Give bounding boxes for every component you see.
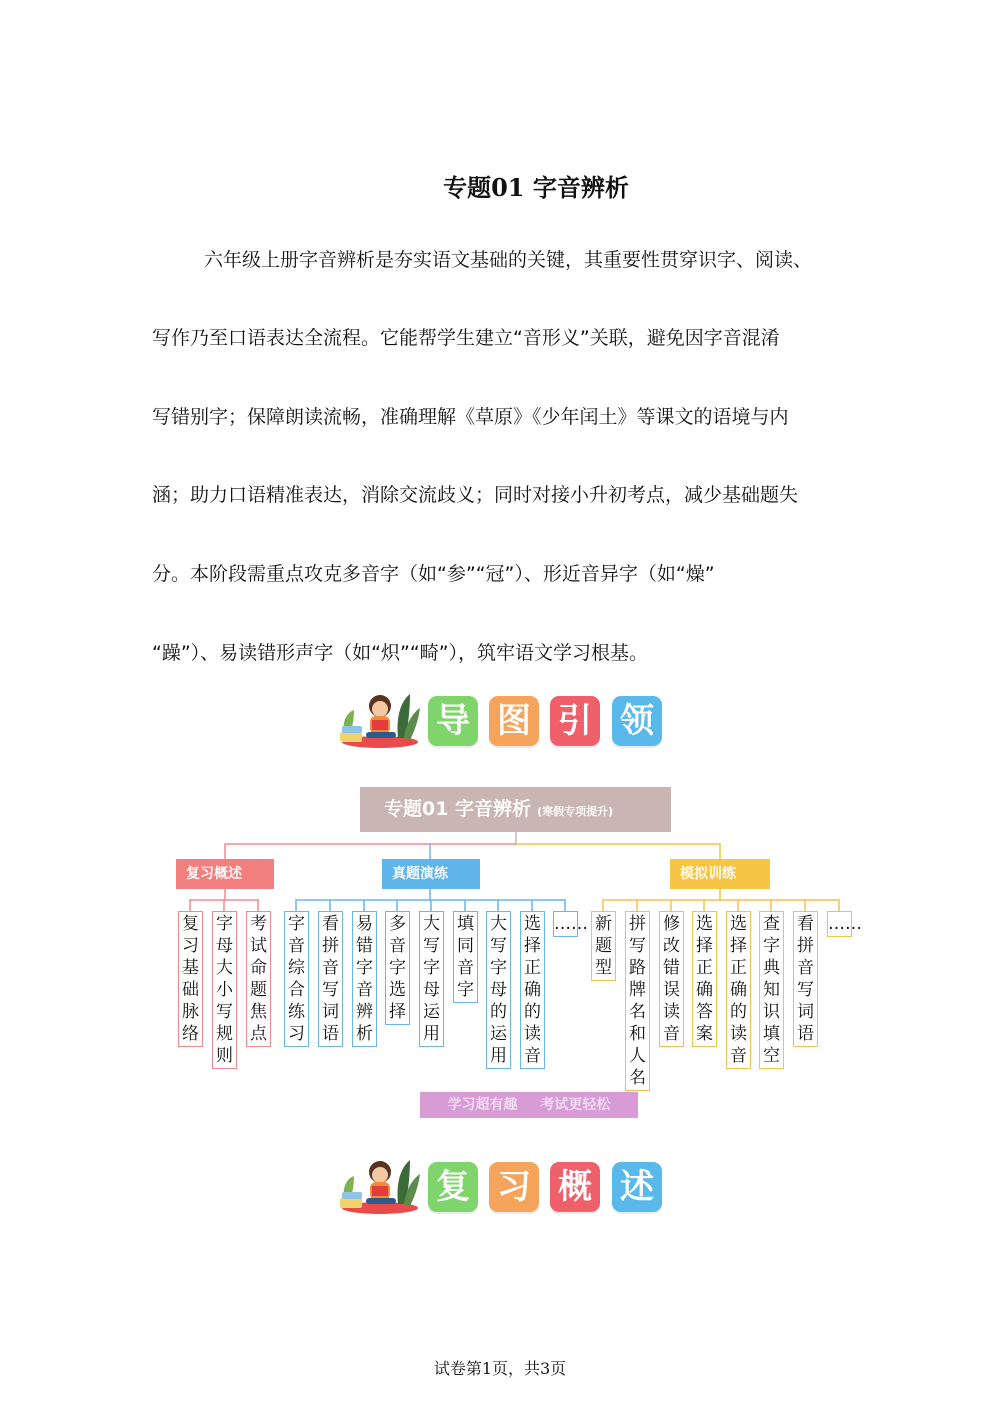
mindmap-leaf: 修改错误读音 <box>659 911 684 1047</box>
reading-child-icon <box>336 1154 422 1216</box>
mindmap-leaf: 选择正确的读音 <box>520 911 545 1069</box>
mindmap-slogan: 学习超有趣 考试更轻松 <box>420 1092 638 1118</box>
mindmap-leaf: 新题型 <box>591 911 616 981</box>
mindmap-subtitle: (寒假专项提升) <box>537 805 614 818</box>
mindmap-leaf: 看拼音写词语 <box>793 911 818 1047</box>
mindmap-title-text: 专题01 字音辨析 <box>384 798 532 820</box>
mindmap-leaf: 选择正确的读音 <box>726 911 751 1069</box>
banner-char-tile: 概 <box>550 1162 600 1212</box>
banner-char-tile: 导 <box>428 696 478 746</box>
document-title: 专题01 字音辨析 <box>443 173 629 202</box>
mindmap-leaf: 易错字音辨析 <box>352 911 377 1047</box>
paragraph-line-3: 写错别字；保障朗读流畅，准确理解《草原》《少年闰土》等课文的语境与内 <box>152 406 789 428</box>
mindmap-leaf: …… <box>553 911 578 937</box>
banner-char-tile: 述 <box>612 1162 662 1212</box>
paragraph-line-6: “躁”）、易读错形声字（如“炽”“畸”），筑牢语文学习根基。 <box>152 642 649 664</box>
paragraph-line-1: 六年级上册字音辨析是夯实语文基础的关键，其重要性贯穿识字、阅读、 <box>204 249 813 271</box>
banner-char-tile: 复 <box>428 1162 478 1212</box>
mindmap-leaf: 填同音字 <box>453 911 478 1003</box>
section-banner-review <box>336 1154 676 1216</box>
mindmap-leaf: 拼写路牌名和人名 <box>625 911 650 1091</box>
banner-char-tile: 习 <box>489 1162 539 1212</box>
mindmap-leaf: 字母大小写规则 <box>212 911 237 1069</box>
mindmap-leaf: 多音字选择 <box>385 911 410 1025</box>
mindmap-leaf: 大写字母运用 <box>419 911 444 1047</box>
banner-char-tile: 图 <box>489 696 539 746</box>
mindmap-leaf: …… <box>827 911 852 937</box>
mindmap-title <box>360 787 671 832</box>
page-footer: 试卷第1页，共3页 <box>433 1359 567 1378</box>
banner-char-tile: 领 <box>612 696 662 746</box>
category-real-exam-practice: 真题演练 <box>382 859 480 889</box>
mindmap-leaf: 看拼音写词语 <box>318 911 343 1047</box>
mindmap-leaf: 考试命题焦点 <box>246 911 271 1047</box>
paragraph-line-2: 写作乃至口语表达全流程。它能帮学生建立“音形义”关联，避免因字音混淆 <box>152 327 780 349</box>
mindmap-leaf: 复习基础脉络 <box>178 911 203 1047</box>
mindmap-leaf: 字音综合练习 <box>284 911 309 1047</box>
banner-char-tile: 引 <box>550 696 600 746</box>
paragraph-line-4: 涵；助力口语精准表达，消除交流歧义；同时对接小升初考点，减少基础题失 <box>152 484 799 506</box>
category-mock-training: 模拟训练 <box>670 859 770 889</box>
paragraph-line-5: 分。本阶段需重点攻克多音字（如“参”“冠”）、形近音异字（如“燥” <box>152 563 715 585</box>
mindmap-leaf: 大写字母的运用 <box>486 911 511 1069</box>
mindmap-leaf: 查字典知识填空 <box>759 911 784 1069</box>
mindmap-leaf: 选择正确答案 <box>692 911 717 1047</box>
category-review-overview: 复习概述 <box>176 859 274 889</box>
